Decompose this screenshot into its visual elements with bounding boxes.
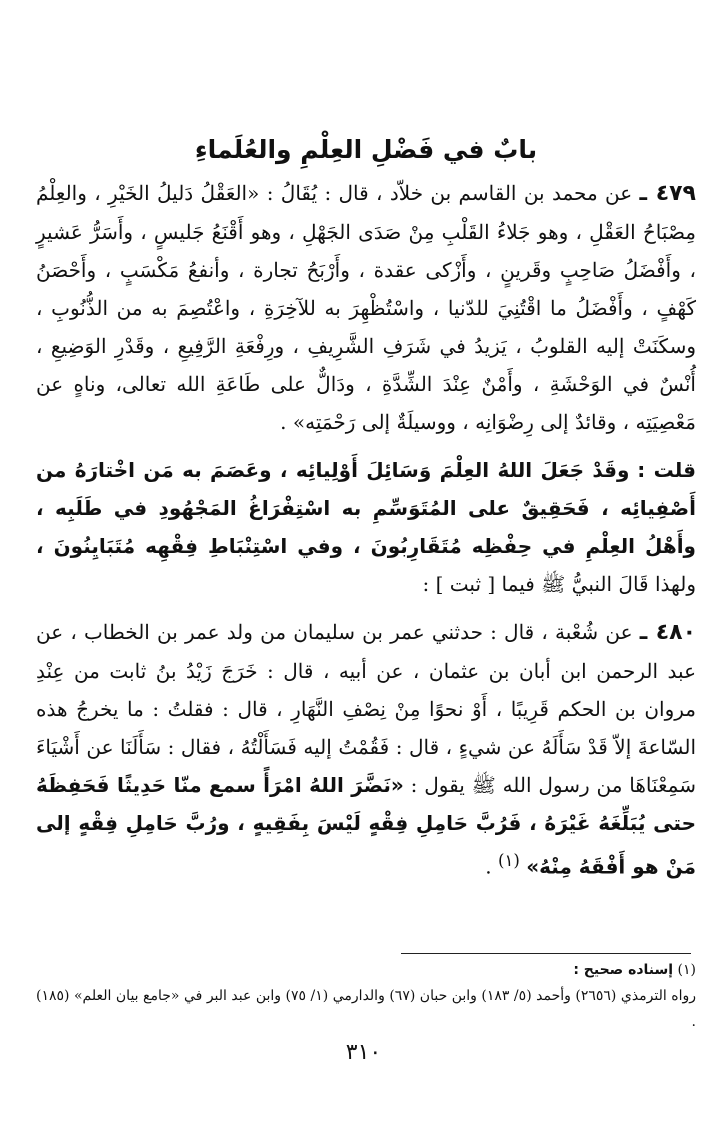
hadith-479-number: ٤٧٩ ـ: [639, 181, 696, 206]
hadith-480: [36, 613, 696, 886]
footnote-divider: [401, 953, 691, 954]
page-body: [36, 130, 696, 886]
hadith-480-number: ٤٨٠ ـ: [639, 620, 697, 645]
page-number: ٣١٠: [345, 1040, 382, 1065]
hadith-479-text: عن محمد بن القاسم بن خلاّد ، قال : يُقَالُ : «العَقْلُ دَليلُ الخَيْرِ ، والعِلْمُ مِصْبَاحُ العَقْلِ ، وهو جَلاءُ القَلْبِ مِنْ صَدَى الجَهْلِ ، وهو أَقْنَعُ جَليسٍ ، وأَسَرُّ عَشيرٍ ، وأَفْضَلُ صَاحِبٍ وقَرينٍ ، وأَزْكى عقدة ، وأَرْبَحُ تجارة ، وأنفعُ مَكْسَبٍ ، وأَحْصَنُ كَهْفٍ ، وأَفْضَلُ ما اقْتُنِيَ للدّنيا ، واسْتُظْهِرَ به للآخِرَةِ ، واعْتُصِمَ به من الذُّنُوبِ ، وسكَنَتْ إليه القلوبُ ، يَزيدُ في شَرَفِ الشَّرِيفِ ، ورِفْعَةِ الرَّفِيعِ ، وقَدْرِ الوَضِيعِ ، أُنْسٌ في الوَحْشَةِ ، وأَمْنٌ عِنْدَ الشِّدَّةِ ، ودَالٌّ على طَاعَةِ الله تعالى، وناهٍ عن مَعْصِيَتِه ، وقائدٌ إلى رِضْوَانِه ، ووسيلَةٌ إلى رَحْمَتِه» .: [36, 181, 696, 434]
hadith-480-text: عن شُعْبة ، قال : حدثني عمر بن سليمان من ولد عمر بن الخطاب ، عن عبد الرحمن ابن أبان بن عثمان ، عن أبيه ، قال : خَرَجَ زَيْدُ بنُ ثابت من عِنْدِ مروان بن الحكم قَرِيبًا ، أَوْ نحوًا مِنْ نِصْفِ النَّهَارِ ، قال : فقلتُ : ما يخرجُ هذه السّاعةَ إلاّ قَدْ سَأَلَهُ عن شيءٍ ، قال : فَقُمْتُ إليه فَسَأَلْتُهُ ، فقال : سَأَلَنَا عن أَشْيَاءَ سَمِعْنَاهَا من رسول الله ﷺ يقول :: [36, 620, 697, 797]
footnote-reference: (١): [497, 851, 520, 870]
comment-tail: ولهذا قَالَ النبيُّ ﷺ فيما [ ثبت ] :: [422, 572, 696, 596]
chapter-title: بابٌ في فَضْلِ العِلْمِ والعُلَماءِ: [194, 135, 538, 164]
footnotes: [36, 957, 696, 1035]
comment-bold-text: وقَدْ جَعَلَ اللهُ العِلْمَ وَسَائِلَ أَوْلِيائِه ، وعَصَمَ به مَن اخْتارَهُ من أَصْفِيائِه ، فَحَقِيقٌ على المُتَوَسِّمِ به اسْتِفْرَاغُ المَجْهُودِ في طَلَبِه ، وأَهْلُ العِلْمِ في حِفْظِه مُتَقَارِبُونَ ، وفي اسْتِنْبَاطِ فِقْهِه مُتَبَايِنُونَ ،: [36, 458, 696, 558]
footnote-1-heading: إسناده صحيح :: [573, 962, 674, 978]
footnote-1-heading-line: [36, 957, 696, 983]
hadith-480-end: .: [485, 854, 492, 879]
hadith-479: [36, 174, 696, 441]
footnote-1-text: رواه الترمذي (٢٦٥٦) وأحمد (٥/ ١٨٣) وابن حبان (٦٧) والدارمي (١/ ٧٥) وابن عبد البر في «جامع بيان العلم» (١٨٥) .: [36, 988, 697, 1030]
footnote-1-marker: (١): [677, 962, 696, 978]
author-comment: [36, 451, 696, 603]
hadith-480-quote: «نَضَّرَ اللهُ امْرَأً سمع منّا حَدِيثًا فَحَفِظَهُ حتى يُبَلِّغَهُ غَيْرَهُ ، فَرُبَّ حَامِلِ فِقْهٍ لَيْسَ بِفَقِيهٍ ، ورُبَّ حَامِلِ فِقْهٍ إلى مَنْ هو أَفْقَهُ مِنْهُ»: [36, 773, 696, 879]
comment-label: قلت :: [637, 458, 696, 482]
